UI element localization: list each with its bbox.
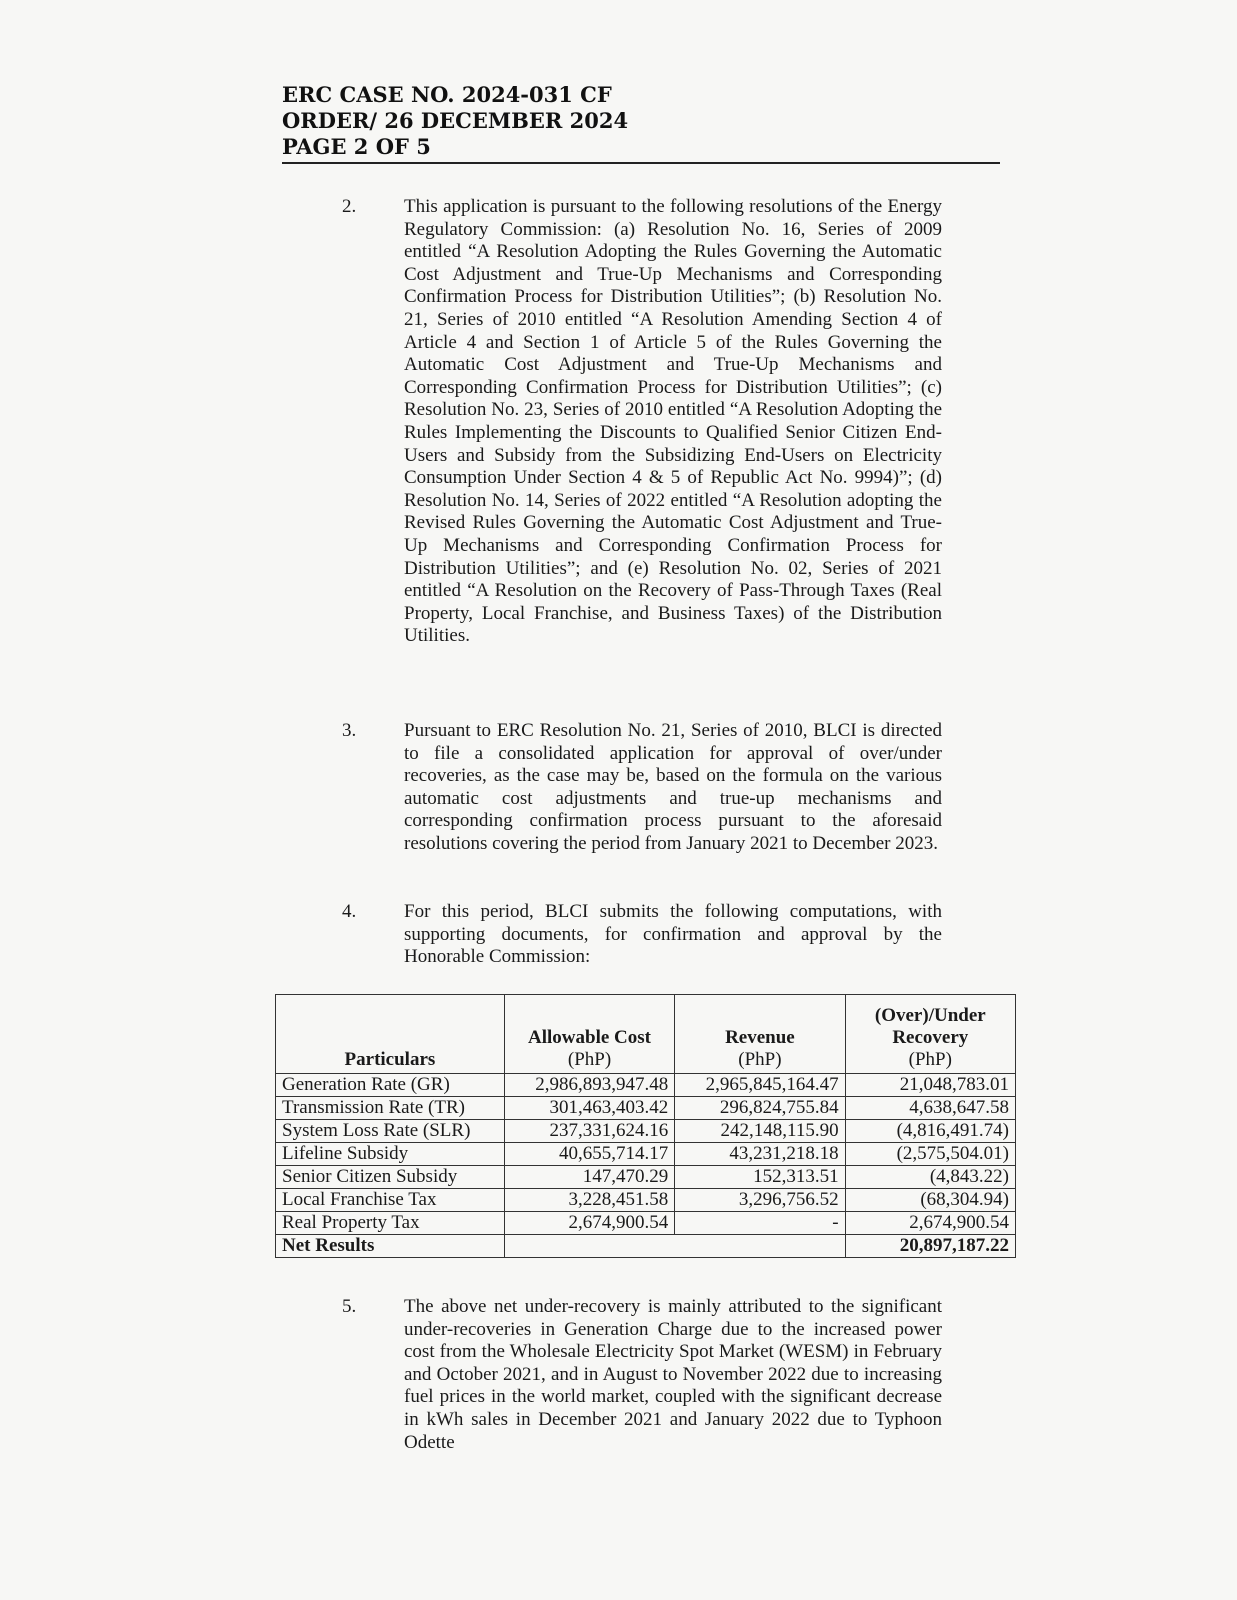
paragraph-number: 3. <box>342 720 357 741</box>
header-revenue: Revenue (PhP) <box>675 995 845 1074</box>
cell-particular: Senior Citizen Subsidy <box>276 1166 505 1189</box>
paragraph-text: For this period, BLCI submits the following computations, with supporting documents, for confirmation and approval by the Honorable Commission: <box>404 901 942 968</box>
document-header <box>282 82 1002 160</box>
cell-revenue: 242,148,115.90 <box>675 1120 845 1143</box>
cell-allowable: 147,470.29 <box>504 1166 674 1189</box>
paragraph-number: 4. <box>342 901 357 922</box>
paragraph-number: 2. <box>342 196 357 217</box>
paragraph-text: Pursuant to ERC Resolution No. 21, Series of 2010, BLCI is directed to file a consolidated application for approval of over/under recoveries, as the case may be, based on the formula on the various automatic cost adjustments and true-up mechanisms and corresponding confirmation process pursuant to the aforesaid resolutions covering the period from January 2021 to December 2023. <box>404 720 942 854</box>
cell-revenue: 3,296,756.52 <box>675 1189 845 1212</box>
cell-revenue: 43,231,218.18 <box>675 1143 845 1166</box>
header-particulars: Particulars <box>276 995 505 1074</box>
cell-particular: Generation Rate (GR) <box>276 1074 505 1097</box>
order-date: ORDER/ 26 DECEMBER 2024 <box>282 108 629 133</box>
header-divider <box>282 162 1000 164</box>
cell-recovery: (2,575,504.01) <box>845 1143 1015 1166</box>
cell-allowable: 2,986,893,947.48 <box>504 1074 674 1097</box>
table-row <box>276 1097 1016 1120</box>
table-row <box>276 1189 1016 1212</box>
cell-allowable: 2,674,900.54 <box>504 1212 674 1235</box>
cell-revenue: 152,313.51 <box>675 1166 845 1189</box>
paragraph-4 <box>342 901 942 969</box>
paragraph-2 <box>342 196 942 648</box>
cell-allowable: 3,228,451.58 <box>504 1189 674 1212</box>
cell-revenue: - <box>675 1212 845 1235</box>
paragraph-number: 5. <box>342 1296 357 1317</box>
paragraph-5 <box>342 1296 942 1454</box>
cell-revenue: 296,824,755.84 <box>675 1097 845 1120</box>
cell-allowable: 301,463,403.42 <box>504 1097 674 1120</box>
cell-recovery: 4,638,647.58 <box>845 1097 1015 1120</box>
cell-particular: System Loss Rate (SLR) <box>276 1120 505 1143</box>
cell-recovery: 21,048,783.01 <box>845 1074 1015 1097</box>
cell-recovery: (68,304.94) <box>845 1189 1015 1212</box>
table-row <box>276 1166 1016 1189</box>
total-value: 20,897,187.22 <box>845 1235 1015 1258</box>
cell-allowable: 40,655,714.17 <box>504 1143 674 1166</box>
header-over-under-recovery: (Over)/Under Recovery (PhP) <box>845 995 1015 1074</box>
cell-allowable: 237,331,624.16 <box>504 1120 674 1143</box>
total-label: Net Results <box>276 1235 505 1258</box>
cell-revenue: 2,965,845,164.47 <box>675 1074 845 1097</box>
paragraph-text: The above net under-recovery is mainly attributed to the significant under-recoveries in Generation Charge due to the increased power cost from the Wholesale Electricity Spot Market (WESM) in February and October 2021, and in August to November 2022 due to increasing fuel prices in the world market, coupled with the significant decrease in kWh sales in December 2021 and January 2022 due to Typhoon Odette <box>404 1296 942 1453</box>
recovery-table <box>275 994 1016 1258</box>
case-number: ERC CASE NO. 2024-031 CF <box>282 82 612 107</box>
cell-recovery: 2,674,900.54 <box>845 1212 1015 1235</box>
cell-particular: Real Property Tax <box>276 1212 505 1235</box>
table-row <box>276 1212 1016 1235</box>
cell-recovery: (4,816,491.74) <box>845 1120 1015 1143</box>
cell-particular: Lifeline Subsidy <box>276 1143 505 1166</box>
page-number: PAGE 2 OF 5 <box>282 134 431 159</box>
table-header-row <box>276 995 1016 1074</box>
total-spacer <box>504 1235 845 1258</box>
cell-particular: Transmission Rate (TR) <box>276 1097 505 1120</box>
cell-recovery: (4,843.22) <box>845 1166 1015 1189</box>
table-row <box>276 1120 1016 1143</box>
table-total-row <box>276 1235 1016 1258</box>
paragraph-text: This application is pursuant to the following resolutions of the Energy Regulatory Commission: (a) Resolution No. 16, Series of 2009 entitled “A Resolution Adopting the Rules Governing the Automatic Cost Adjustment and True-Up Mechanisms and Corresponding Confirmation Process for Distribution Utilities”; (b) Resolution No. 21, Series of 2010 entitled “A Resolution Amending Section 4 of Article 4 and Section 1 of Article 5 of the Rules Governing the Automatic Cost Adjustment and True-Up Mechanisms and Corresponding Confirmation Process for Distribution Utilities”; (c) Resolution No. 23, Series of 2010 entitled “A Resolution Adopting the Rules Implementing the Discounts to Qualified Senior Citizen End-Users and Subsidy from the Subsidizing End-Users on Electricity Consumption Under Section 4 & 5 of Republic Act No. 9994)”; (d) Resolution No. 14, Series of 2022 entitled “A Resolution adopting the Revised Rules Governing the Automatic Cost Adjustment and True-Up Mechanisms and Corresponding Confirmation Process for Distribution Utilities”; and (e) Resolution No. 02, Series of 2021 entitled “A Resolution on the Recovery of Pass-Through Taxes (Real Property, Local Franchise, and Business Taxes) of the Distribution Utilities. <box>404 196 942 647</box>
table-row <box>276 1074 1016 1097</box>
header-allowable-cost: Allowable Cost (PhP) <box>504 995 674 1074</box>
cell-particular: Local Franchise Tax <box>276 1189 505 1212</box>
paragraph-3 <box>342 720 942 856</box>
table-row <box>276 1143 1016 1166</box>
